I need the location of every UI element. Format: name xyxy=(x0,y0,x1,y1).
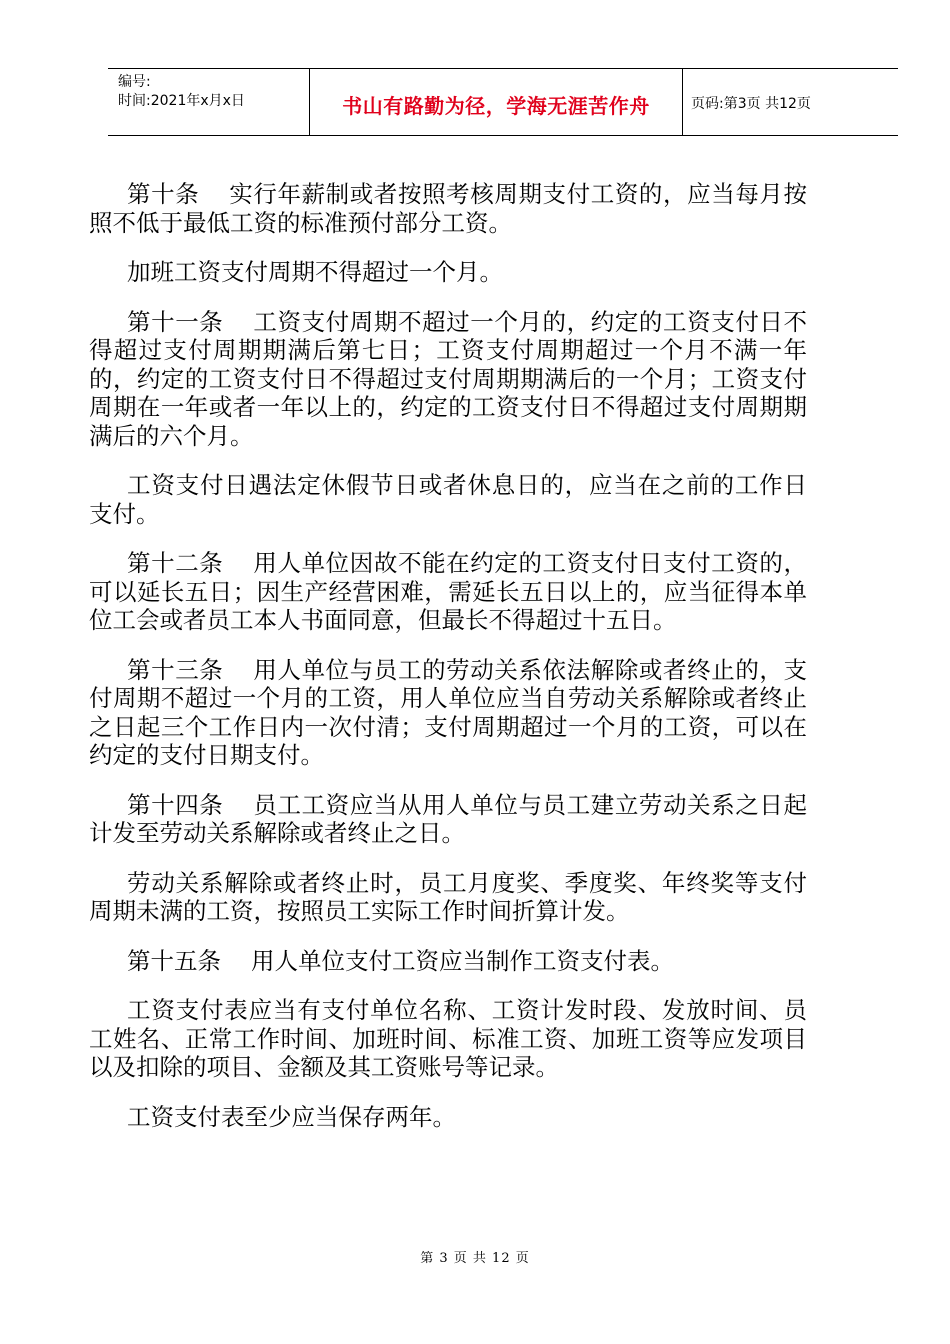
article-number: 第十四条 xyxy=(127,790,224,819)
date-label: 时间:2021年x月x日 xyxy=(118,93,245,109)
footer-page-number: 第 3 页 共 12 页 xyxy=(420,1251,530,1266)
paragraph xyxy=(89,549,807,635)
document-body xyxy=(89,180,807,1152)
paragraph-text: 员工工资应当从用人单位与员工建立劳动关系之日起计发至劳动关系解除或者终止之日。 xyxy=(89,790,808,847)
header-page-number: 页码:第3页 共12页 xyxy=(691,96,811,112)
paragraph xyxy=(89,869,807,926)
header-meta-cell xyxy=(108,69,310,135)
article-number: 第十一条 xyxy=(127,307,224,336)
page-footer xyxy=(0,1247,950,1266)
paragraph-text: 劳动关系解除或者终止时，员工月度奖、季度奖、年终奖等支付周期未满的工资，按照员工实际工作时间折算计发。 xyxy=(89,868,807,925)
header-page-cell xyxy=(683,69,898,135)
paragraph xyxy=(89,258,807,287)
paragraph xyxy=(89,656,807,770)
paragraph-text: 用人单位支付工资应当制作工资支付表。 xyxy=(251,946,674,975)
paragraph xyxy=(89,180,807,237)
paragraph xyxy=(89,471,807,528)
motto-text: 书山有路勤为径，学海无涯苦作舟 xyxy=(342,93,650,118)
article-number: 第十五条 xyxy=(127,946,221,975)
paragraph xyxy=(89,996,807,1082)
page-header xyxy=(108,68,898,136)
paragraph-text: 工资支付日遇法定休假节日或者休息日的，应当在之前的工作日支付。 xyxy=(89,471,807,528)
header-motto-cell xyxy=(310,69,683,135)
paragraph-text: 实行年薪制或者按照考核周期支付工资的，应当每月按照不低于最低工资的标准预付部分工资。 xyxy=(89,180,808,237)
paragraph-text: 加班工资支付周期不得超过一个月。 xyxy=(127,258,503,286)
paragraph-text: 用人单位因故不能在约定的工资支付日支付工资的，可以延长五日；因生产经营困难，需延长五日以上的，应当征得本单位工会或者员工本人书面同意，但最长不得超过十五日。 xyxy=(89,549,808,634)
paragraph xyxy=(89,308,807,451)
paragraph-text: 工资支付表应当有支付单位名称、工资计发时段、发放时间、员工姓名、正常工作时间、加班时间、标准工资、加班工资等应发项目以及扣除的项目、金额及其工资账号等记录。 xyxy=(89,996,807,1081)
serial-number-label: 编号: xyxy=(118,74,151,90)
paragraph-text: 工资支付表至少应当保存两年。 xyxy=(127,1102,456,1131)
paragraph xyxy=(89,947,807,976)
article-number: 第十二条 xyxy=(127,549,224,577)
article-number: 第十三条 xyxy=(127,655,224,684)
paragraph-text: 工资支付周期不超过一个月的，约定的工资支付日不得超过支付周期期满后第七日；工资支付周期超过一个月不满一年的，约定的工资支付日不得超过支付周期期满后的一个月；工资支付周期在一年或者一年以上的，约定的工资支付日不得超过支付周期期满后的六个月。 xyxy=(89,307,808,450)
paragraph xyxy=(89,1103,807,1132)
article-number: 第十条 xyxy=(127,180,200,208)
paragraph xyxy=(89,791,807,848)
paragraph-text: 用人单位与员工的劳动关系依法解除或者终止的，支付周期不超过一个月的工资，用人单位应当自劳动关系解除或者终止之日起三个工作日内一次付清；支付周期超过一个月的工资，可以在约定的支付日期支付。 xyxy=(89,655,808,769)
